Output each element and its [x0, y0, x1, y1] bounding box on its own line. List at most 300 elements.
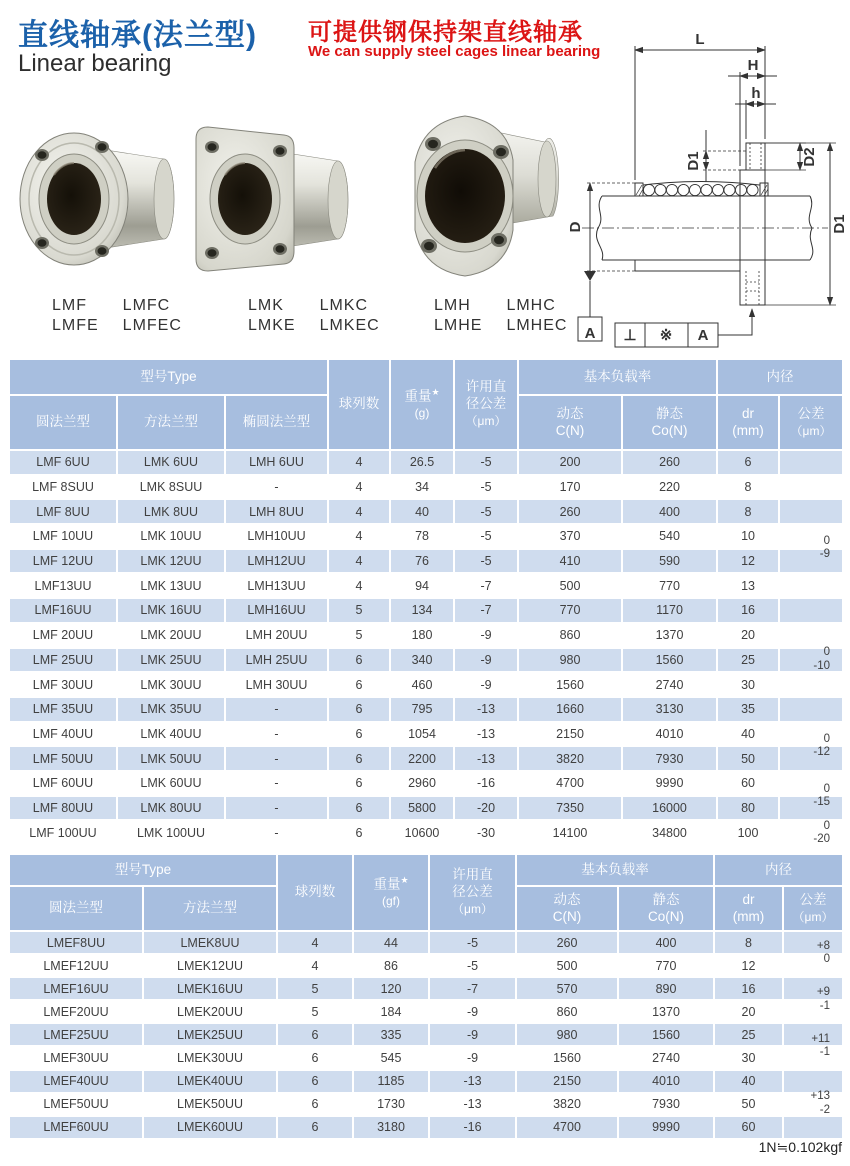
table-cell: 5800	[390, 796, 454, 821]
promo-text-en: We can supply steel cages linear bearing	[308, 43, 601, 60]
table-cell: LMH 6UU	[225, 450, 328, 475]
table-cell: 1185	[353, 1070, 429, 1093]
table-cell: 60	[714, 1116, 783, 1139]
table-cell: 80	[717, 796, 779, 821]
table-cell: -5	[454, 475, 518, 500]
table-cell: -16	[429, 1116, 516, 1139]
model-code: LMHC	[506, 297, 556, 314]
table-cell: 370	[518, 524, 622, 549]
table-cell: 6	[328, 796, 390, 821]
table-cell: 260	[516, 931, 618, 954]
table-cell: 4700	[516, 1116, 618, 1139]
table-cell: LMF 30UU	[9, 672, 117, 697]
model-code: LMFE	[52, 317, 99, 334]
table-cell: 980	[518, 648, 622, 673]
table-cell: 460	[390, 672, 454, 697]
table-cell: 8	[717, 499, 779, 524]
table-cell: 4	[328, 499, 390, 524]
table-cell: 770	[622, 573, 717, 598]
square-flange-bearing-photo	[188, 103, 368, 293]
table-cell: 20	[717, 623, 779, 648]
table-cell: 400	[622, 499, 717, 524]
table-cell: 34	[390, 475, 454, 500]
table-cell: -	[225, 475, 328, 500]
table-cell: -5	[429, 954, 516, 977]
table-cell: LMEF40UU	[9, 1070, 143, 1093]
table-row	[9, 820, 843, 845]
model-code: LMHEC	[506, 317, 568, 334]
bore-tolerance-column	[782, 930, 842, 1138]
header-round-flange: 圆法兰型	[9, 395, 117, 450]
dim-label-h: h	[751, 85, 761, 102]
model-code: LMHE	[434, 317, 483, 334]
table-cell: 13	[717, 573, 779, 598]
gdt-reference-symbol: ※	[659, 327, 673, 344]
table-row	[9, 598, 843, 623]
model-labels-lmk	[248, 297, 380, 335]
table-row	[9, 722, 843, 747]
table-cell: LMEK60UU	[143, 1116, 277, 1139]
model-code: LMKEC	[319, 317, 380, 334]
table-row	[9, 1023, 843, 1046]
table-cell: LMF 8SUU	[9, 475, 117, 500]
table-cell: 40	[717, 722, 779, 747]
datum-label-A: A	[584, 324, 596, 342]
table-cell: LMF 100UU	[9, 820, 117, 845]
table-cell: -13	[454, 746, 518, 771]
model-code: LMFC	[122, 297, 171, 314]
table-cell: 9990	[618, 1116, 714, 1139]
table-cell: LMEK12UU	[143, 954, 277, 977]
table-cell: 4	[328, 549, 390, 574]
table-cell: 1370	[618, 1000, 714, 1023]
dim-label-L: L	[695, 31, 705, 48]
table-cell: LMF 25UU	[9, 648, 117, 673]
table-cell: 6	[328, 820, 390, 845]
page-title-zh: 直线轴承(法兰型)	[18, 19, 257, 52]
model-code: LMKC	[319, 297, 369, 314]
table-cell: LMK 8SUU	[117, 475, 225, 500]
table-cell: LMK 100UU	[117, 820, 225, 845]
gdt-perpendicularity-symbol: ⊥	[623, 327, 637, 344]
table-cell: 770	[618, 954, 714, 977]
table-cell: 1054	[390, 722, 454, 747]
header-dynamic-load: 动态 C(N)	[516, 886, 618, 931]
dim-label-D1-pilot: D1	[685, 151, 702, 171]
table-cell: LMK 16UU	[117, 598, 225, 623]
dimension-drawing	[560, 20, 850, 358]
table-row	[9, 1070, 843, 1093]
tolerance-value: 0 -9	[819, 534, 830, 560]
table-cell: LMEK16UU	[143, 977, 277, 1000]
table-row	[9, 954, 843, 977]
table-cell: 1730	[353, 1093, 429, 1116]
table-cell: 1660	[518, 697, 622, 722]
promo-text-zh: 可提供钢保持架直线轴承	[308, 19, 583, 46]
table-cell: 3820	[516, 1093, 618, 1116]
table-cell: 4	[328, 573, 390, 598]
table-cell: 6	[277, 1093, 353, 1116]
header-oval-flange: 椭圆法兰型	[225, 395, 328, 450]
table-cell: 860	[518, 623, 622, 648]
table-cell: 860	[516, 1000, 618, 1023]
table-cell: 6	[328, 697, 390, 722]
table-row	[9, 475, 843, 500]
table-cell: LMEK20UU	[143, 1000, 277, 1023]
drawing-lines	[578, 46, 836, 347]
table-cell: -	[225, 796, 328, 821]
table-cell: 1560	[622, 648, 717, 673]
table-cell: -5	[454, 499, 518, 524]
table-cell: 890	[618, 977, 714, 1000]
table-cell: 9990	[622, 771, 717, 796]
header-ball-rows: 球列数	[328, 359, 390, 450]
header-square-flange: 方法兰型	[143, 886, 277, 931]
table-cell: LMK 30UU	[117, 672, 225, 697]
table-cell: LMF 50UU	[9, 746, 117, 771]
table-cell: 12	[717, 549, 779, 574]
table-cell: LMK 8UU	[117, 499, 225, 524]
table-cell: 6	[277, 1046, 353, 1069]
table-cell: -	[225, 697, 328, 722]
table-cell: 7350	[518, 796, 622, 821]
unit-conversion-note: 1N≒0.102kgf	[758, 1139, 842, 1155]
table-cell: 260	[622, 450, 717, 475]
header-dr: dr (mm)	[714, 886, 783, 931]
page-title-en: Linear bearing	[18, 50, 172, 77]
table-cell: 2740	[622, 672, 717, 697]
table-cell: 1560	[516, 1046, 618, 1069]
table-cell: -20	[454, 796, 518, 821]
table-cell: LMEF50UU	[9, 1093, 143, 1116]
header-static-load: 静态 Co(N)	[618, 886, 714, 931]
table-cell: 50	[714, 1093, 783, 1116]
table-row	[9, 1046, 843, 1069]
table-row	[9, 796, 843, 821]
table-cell: 94	[390, 573, 454, 598]
table-cell: LMK 60UU	[117, 771, 225, 796]
table-cell: 6	[277, 1116, 353, 1139]
table-cell: 40	[390, 499, 454, 524]
model-code: LMK	[248, 297, 284, 314]
table-cell: LMF 40UU	[9, 722, 117, 747]
table-cell: 16000	[622, 796, 717, 821]
model-code: LMFEC	[122, 317, 182, 334]
table-cell: LMK 40UU	[117, 722, 225, 747]
table-cell: 44	[353, 931, 429, 954]
table-cell: 2150	[518, 722, 622, 747]
table-cell: 6	[328, 746, 390, 771]
table-cell: 5	[328, 598, 390, 623]
table-cell: -9	[454, 672, 518, 697]
table-cell: LMEF20UU	[9, 1000, 143, 1023]
table-cell: 6	[717, 450, 779, 475]
table-cell: 3130	[622, 697, 717, 722]
table-cell: 8	[717, 475, 779, 500]
header-weight: 重量★ (g)	[390, 359, 454, 450]
table-cell: 26.5	[390, 450, 454, 475]
header-square-flange: 方法兰型	[117, 395, 225, 450]
model-code: LMH	[434, 297, 471, 314]
table-cell: LMEK40UU	[143, 1070, 277, 1093]
header-load-group: 基本负载率	[518, 359, 717, 395]
table-cell: -5	[454, 524, 518, 549]
table-cell: 12	[714, 954, 783, 977]
table-cell: LMEK8UU	[143, 931, 277, 954]
table-cell: 4	[328, 450, 390, 475]
table-cell: 400	[618, 931, 714, 954]
table-cell: 4	[277, 931, 353, 954]
table-cell: LMK 50UU	[117, 746, 225, 771]
table-cell: 4	[277, 954, 353, 977]
table-row	[9, 697, 843, 722]
table-row	[9, 931, 843, 954]
table-cell: LMK 13UU	[117, 573, 225, 598]
dim-label-D: D	[567, 221, 584, 233]
table-cell: -7	[454, 573, 518, 598]
table-row	[9, 771, 843, 796]
tolerance-value: +8 0	[816, 939, 830, 966]
model-labels-lmh	[434, 297, 567, 335]
table-cell: LMEF8UU	[9, 931, 143, 954]
table-cell: 545	[353, 1046, 429, 1069]
table-row	[9, 450, 843, 475]
table-cell: 25	[717, 648, 779, 673]
table-cell: -5	[429, 931, 516, 954]
table-cell: LMH16UU	[225, 598, 328, 623]
table-cell: LMEF60UU	[9, 1116, 143, 1139]
table-cell: 770	[518, 598, 622, 623]
table-cell: -9	[429, 1000, 516, 1023]
table-cell: 78	[390, 524, 454, 549]
tolerance-value: 0 -20	[813, 819, 830, 845]
table-cell: -13	[429, 1070, 516, 1093]
table-cell: -9	[454, 623, 518, 648]
table-row	[9, 648, 843, 673]
table-cell: 180	[390, 623, 454, 648]
star-icon: ★	[431, 386, 440, 397]
model-code: LMKE	[248, 317, 296, 334]
table-cell: 795	[390, 697, 454, 722]
table-row	[9, 746, 843, 771]
table-cell: LMK 6UU	[117, 450, 225, 475]
table-cell: LMK 10UU	[117, 524, 225, 549]
table-cell: LMH10UU	[225, 524, 328, 549]
header-allowable-tolerance: 许用直 径公差 （μm）	[429, 854, 516, 931]
dim-label-D2: D2	[801, 147, 818, 167]
table-row	[9, 524, 843, 549]
table-row	[9, 672, 843, 697]
table-cell: -13	[454, 697, 518, 722]
table-cell: LMEK50UU	[143, 1093, 277, 1116]
table-cell: LMF 12UU	[9, 549, 117, 574]
model-code: LMF	[52, 297, 87, 314]
table-cell: LMF 20UU	[9, 623, 117, 648]
table-cell: LMK 12UU	[117, 549, 225, 574]
table-cell: LMEK25UU	[143, 1023, 277, 1046]
table-cell: -13	[454, 722, 518, 747]
table-cell: 4010	[622, 722, 717, 747]
table-cell: 2740	[618, 1046, 714, 1069]
table-cell: LMH 25UU	[225, 648, 328, 673]
table-cell: 86	[353, 954, 429, 977]
table-cell: LMH 8UU	[225, 499, 328, 524]
table-cell: 16	[717, 598, 779, 623]
table-cell: 570	[516, 977, 618, 1000]
table-cell: 6	[277, 1070, 353, 1093]
table-cell: 220	[622, 475, 717, 500]
table-cell: 3180	[353, 1116, 429, 1139]
table-cell: 200	[518, 450, 622, 475]
table-cell: LMH 20UU	[225, 623, 328, 648]
table-cell: 500	[516, 954, 618, 977]
bore-tolerance-column	[778, 449, 842, 845]
table-cell: LMEF25UU	[9, 1023, 143, 1046]
table-cell: 590	[622, 549, 717, 574]
table-cell: 10	[717, 524, 779, 549]
table-cell: LMF 10UU	[9, 524, 117, 549]
table-cell: 6	[328, 722, 390, 747]
table-cell: 134	[390, 598, 454, 623]
table-cell: LMH12UU	[225, 549, 328, 574]
table-cell: 25	[714, 1023, 783, 1046]
table-cell: 35	[717, 697, 779, 722]
table-cell: LMEF16UU	[9, 977, 143, 1000]
table-cell: LMF 35UU	[9, 697, 117, 722]
star-icon: ★	[400, 874, 409, 885]
table-cell: 7930	[618, 1093, 714, 1116]
table-cell: 500	[518, 573, 622, 598]
table-cell: 6	[328, 672, 390, 697]
header-bore-group: 内径	[717, 359, 843, 395]
table-cell: 4	[328, 524, 390, 549]
table-cell: LMEF12UU	[9, 954, 143, 977]
table-cell: 100	[717, 820, 779, 845]
table-cell: -30	[454, 820, 518, 845]
table-cell: 6	[277, 1023, 353, 1046]
header-bore-tolerance: 公差 （μm）	[779, 395, 843, 450]
table-row	[9, 549, 843, 574]
table-cell: 335	[353, 1023, 429, 1046]
table-row	[9, 573, 843, 598]
table-cell: -7	[454, 598, 518, 623]
table-cell: 5	[277, 977, 353, 1000]
table-cell: LMEK30UU	[143, 1046, 277, 1069]
table-cell: LMK 20UU	[117, 623, 225, 648]
table-cell: LMF 80UU	[9, 796, 117, 821]
table-cell: LMF 60UU	[9, 771, 117, 796]
table-cell: 6	[328, 648, 390, 673]
header-dynamic-load: 动态 C(N)	[518, 395, 622, 450]
table-cell: LMH13UU	[225, 573, 328, 598]
table-cell: LMH 30UU	[225, 672, 328, 697]
tolerance-value: +13 -2	[810, 1090, 830, 1116]
table-cell: 4	[328, 475, 390, 500]
oval-flange-bearing-photo	[395, 98, 575, 298]
table-cell: -5	[454, 549, 518, 574]
table-row	[9, 977, 843, 1000]
table-cell: 34800	[622, 820, 717, 845]
table-cell: 1170	[622, 598, 717, 623]
table-cell: 2200	[390, 746, 454, 771]
table-cell: -9	[429, 1023, 516, 1046]
table-cell: 40	[714, 1070, 783, 1093]
table-cell: -	[225, 722, 328, 747]
table-cell: 6	[328, 771, 390, 796]
table-cell: -13	[429, 1093, 516, 1116]
round-flange-bearing-photo	[12, 103, 192, 293]
table-cell: LMK 25UU	[117, 648, 225, 673]
table-cell: 76	[390, 549, 454, 574]
dim-label-D1-flange: D1	[831, 214, 848, 234]
spec-table-lme-series	[8, 853, 842, 1140]
tolerance-value: 0 -15	[813, 782, 830, 808]
table-cell: 16	[714, 977, 783, 1000]
table-cell: 30	[714, 1046, 783, 1069]
table-cell: -9	[454, 648, 518, 673]
table-cell: 170	[518, 475, 622, 500]
header-bore-group: 内径	[714, 854, 843, 886]
table-cell: 410	[518, 549, 622, 574]
table-cell: 1370	[622, 623, 717, 648]
tolerance-value: 0 -10	[813, 646, 830, 672]
table-cell: 8	[714, 931, 783, 954]
header-type-group: 型号Type	[9, 854, 277, 886]
header-ball-rows: 球列数	[277, 854, 353, 931]
table-row	[9, 499, 843, 524]
table-cell: 10600	[390, 820, 454, 845]
spec-table-flange-types	[8, 358, 842, 846]
table-cell: 50	[717, 746, 779, 771]
table-cell: 20	[714, 1000, 783, 1023]
table-cell: 4700	[518, 771, 622, 796]
table-cell: 2150	[516, 1070, 618, 1093]
table-cell: LMF 6UU	[9, 450, 117, 475]
table-cell: LMF16UU	[9, 598, 117, 623]
table-cell: -	[225, 746, 328, 771]
table-cell: 340	[390, 648, 454, 673]
table-cell: -16	[454, 771, 518, 796]
table1-body	[9, 450, 843, 845]
dim-label-H: H	[747, 57, 759, 74]
header-bore-tolerance: 公差 （μm）	[783, 886, 843, 931]
table-cell: -	[225, 820, 328, 845]
tolerance-value: +9 -1	[816, 986, 830, 1012]
table-cell: LMK 80UU	[117, 796, 225, 821]
tolerance-value: 0 -12	[813, 732, 830, 758]
table2-body	[9, 931, 843, 1139]
tolerance-value: +11 -1	[811, 1032, 830, 1058]
table-row	[9, 1000, 843, 1023]
table-cell: 184	[353, 1000, 429, 1023]
table-cell: -	[225, 771, 328, 796]
header-weight: 重量★ (gf)	[353, 854, 429, 931]
table-cell: 7930	[622, 746, 717, 771]
table-cell: 1560	[618, 1023, 714, 1046]
table-cell: 3820	[518, 746, 622, 771]
model-labels-lmf	[52, 297, 182, 335]
header-dr: dr (mm)	[717, 395, 779, 450]
header-allowable-tolerance: 许用直 径公差 （μm）	[454, 359, 518, 450]
header-static-load: 静态 Co(N)	[622, 395, 717, 450]
table-cell: 120	[353, 977, 429, 1000]
table-cell: LMF 8UU	[9, 499, 117, 524]
table-cell: 540	[622, 524, 717, 549]
table-cell: LMEF30UU	[9, 1046, 143, 1069]
table-cell: -9	[429, 1046, 516, 1069]
table-row	[9, 623, 843, 648]
table-row	[9, 1093, 843, 1116]
